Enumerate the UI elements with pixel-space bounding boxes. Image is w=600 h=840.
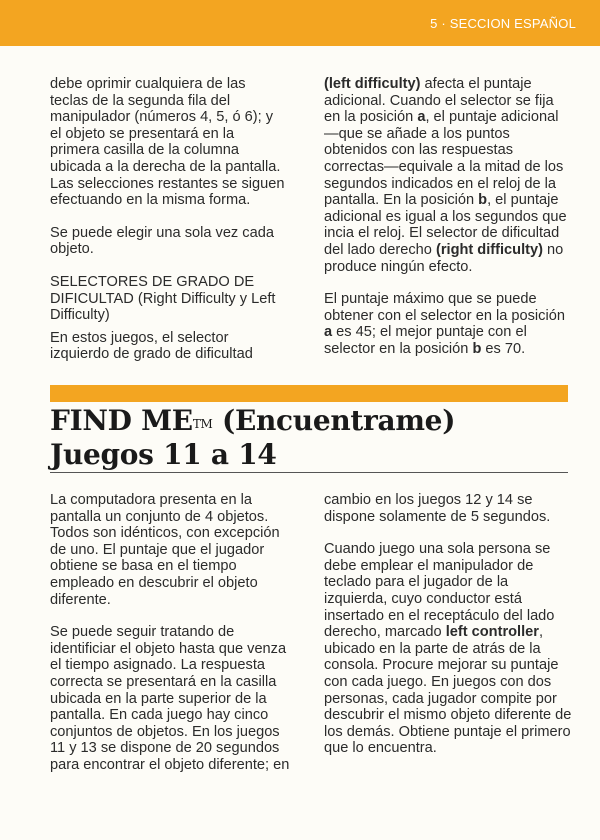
paragraph: Se puede seguir tratando de identificiar el objeto hasta que venza el tiempo asignado. La respuesta correcta se presentará en la casilla ubicada en la parte superior de la pantalla. En cada juego hay cinco conjuntos de objetos. En los juegos 11 y 13 se dispone de 20 segundos para encontrar el objeto diferente; en	[50, 624, 290, 773]
text-run: , ubicado en la parte de atrás de la consola. Procure mejorar su puntaje con cada juego. En juegos con dos personas, cada jugador compite por descubrir el mismo objeto diferente de los demás. Obtiene puntaje el primero que lo encuentra.	[324, 624, 572, 757]
paragraph: La computadora presenta en la pantalla un conjunto de 4 objetos. Todos son idénticos, con excepción de uno. El puntaje que el jugador obtiene se basa en el tiempo empleado en descubrir el objeto diferente.	[50, 492, 280, 608]
title-line-1	[50, 404, 455, 438]
text-run: Cuando juego una sola persona se debe emplear el manipulador de teclado para el jugador de la izquierda, cuyo conductor está insertado en el receptáculo del lado derecho, marcado	[324, 541, 555, 641]
paragraph	[324, 541, 574, 757]
emphasis: a	[417, 109, 426, 126]
paragraph: Se puede elegir una sola vez cada objeto.	[50, 224, 274, 258]
title-divider	[50, 472, 568, 473]
page-title	[50, 404, 455, 472]
emphasis: (right difficulty)	[435, 241, 543, 258]
text-run: afecta el puntaje adicional. Cuando el selector se fija en la posición	[324, 76, 554, 126]
title-accent-bar	[50, 385, 568, 402]
title-line-2: Juegos 11 a 14	[50, 438, 277, 471]
bottom-left-column	[50, 492, 290, 790]
paragraph	[324, 291, 572, 357]
emphasis: left controller	[445, 624, 539, 641]
title-game-name: FIND ME	[50, 404, 193, 437]
header-bar	[0, 0, 600, 46]
title-subtitle: (Encuentrame)	[212, 404, 456, 437]
emphasis: (left difficulty)	[324, 76, 421, 92]
text-run: , el puntaje adicional—que se añade a los puntos obtenidos con las respuestas correctas—equivale a la mitad de los segundos indicados en el reloj de la pantalla. En la posición	[324, 109, 564, 209]
text-run: no produce ningún efecto.	[324, 241, 564, 275]
emphasis: b	[472, 340, 482, 357]
emphasis: a	[324, 324, 333, 341]
text-run: es 45; el mejor puntaje con el selector en la posición	[324, 324, 527, 357]
bottom-right-column	[324, 492, 574, 773]
paragraph: debe oprimir cualquiera de las teclas de la segunda fila del manipulador (números 4, 5, ó 6); y el objeto se presentará en la primera casilla de la columna ubicada a la derecha de la pantalla. Las selecciones restantes se siguen efectuando en la misma forma.	[50, 76, 285, 209]
trademark-mark: TM	[192, 417, 213, 431]
paragraph: cambio en los juegos 12 y 14 se dispone solamente de 5 segundos.	[324, 492, 551, 525]
top-left-column	[50, 76, 286, 379]
emphasis: b	[478, 192, 488, 209]
text-run: es 70.	[481, 340, 526, 357]
text-run: , el puntaje adicional es igual a los segundos que incia el reloj. El selector de dificultad del lado derecho	[324, 192, 567, 258]
top-right-column	[324, 76, 572, 374]
section-label: 5 · SECCION ESPAÑOL	[430, 16, 576, 31]
section-heading: SELECTORES DE GRADO DE DIFICULTAD (Right Difficulty y Left Difficulty)	[50, 273, 276, 324]
paragraph	[324, 76, 572, 275]
text-run: El puntaje máximo que se puede obtener con el selector en la posición	[324, 291, 565, 324]
paragraph: En estos juegos, el selector izquierdo de grado de dificultad	[50, 329, 253, 363]
